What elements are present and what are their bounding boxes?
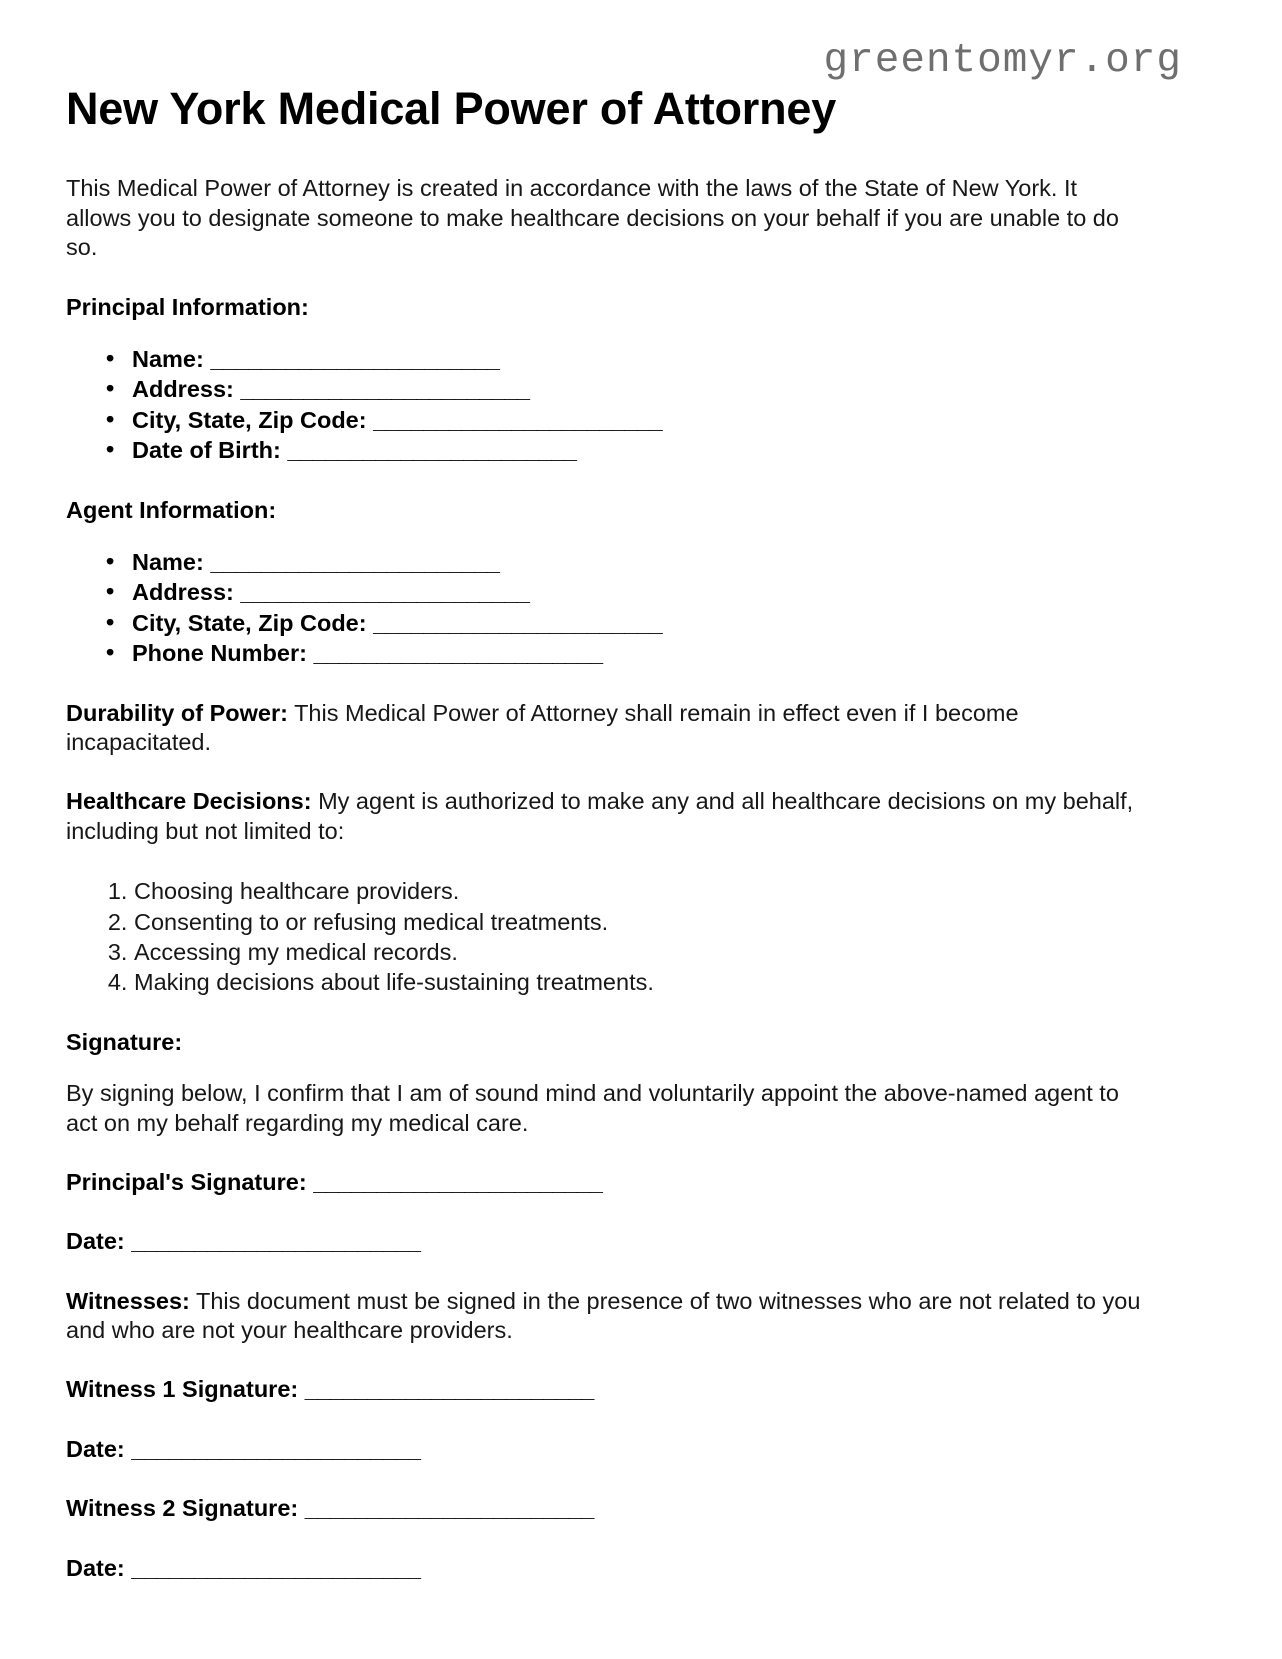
healthcare-paragraph — [66, 787, 1142, 846]
witnesses-text: This document must be signed in the presence of two witnesses who are not related to you and who are not your healthcare providers. — [66, 1287, 1141, 1344]
witness1-signature-row — [66, 1375, 1142, 1404]
field-label: Name: — [132, 548, 204, 575]
principal-information-heading: Principal Information: — [66, 293, 309, 320]
signature-heading: Signature: — [66, 1028, 183, 1055]
witnesses-paragraph — [66, 1287, 1142, 1346]
principal-signature-label: Principal's Signature: — [66, 1168, 307, 1195]
principal-date-blank[interactable]: _______________________ — [131, 1228, 421, 1255]
witness2-date-label: Date: — [66, 1554, 125, 1581]
list-item — [104, 405, 1142, 435]
site-watermark: greentomyr.org — [823, 38, 1182, 84]
field-blank[interactable]: _______________________ — [210, 548, 500, 575]
list-item — [104, 374, 1142, 404]
witness2-date-blank[interactable]: _______________________ — [131, 1554, 421, 1581]
witness1-signature-label: Witness 1 Signature: — [66, 1376, 299, 1403]
witness1-signature-blank[interactable]: _______________________ — [304, 1376, 594, 1403]
list-item — [104, 577, 1142, 607]
witness2-signature-label: Witness 2 Signature: — [66, 1495, 299, 1522]
principal-date-row — [66, 1227, 1142, 1256]
durability-paragraph — [66, 699, 1142, 758]
list-item: 1. Choosing healthcare providers. — [134, 876, 1142, 906]
field-label: Address: — [132, 579, 234, 606]
witness1-date-row — [66, 1435, 1142, 1464]
agent-information-list — [66, 547, 1142, 669]
healthcare-text: My agent is authorized to make any and all healthcare decisions on my behalf, including but not limited to: — [66, 788, 1134, 844]
list-item — [104, 547, 1142, 577]
field-label: Date of Birth: — [132, 437, 281, 464]
list-item — [104, 608, 1142, 638]
witness2-signature-blank[interactable]: _______________________ — [304, 1495, 594, 1522]
list-item — [104, 638, 1142, 668]
document-content — [66, 84, 1142, 1613]
principal-information-list — [66, 344, 1142, 466]
durability-text: This Medical Power of Attorney shall remain in effect even if I become incapacitated. — [66, 699, 1019, 756]
list-item: 4. Making decisions about life-sustaining treatments. — [134, 967, 1142, 997]
field-blank[interactable]: _______________________ — [240, 376, 530, 403]
field-label: Name: — [132, 345, 204, 372]
field-blank[interactable]: _______________________ — [287, 437, 577, 464]
agent-information-heading: Agent Information: — [66, 496, 277, 523]
principal-signature-blank[interactable]: _______________________ — [313, 1168, 603, 1195]
list-item: 3. Accessing my medical records. — [134, 937, 1142, 967]
healthcare-label: Healthcare Decisions: — [66, 788, 312, 815]
principal-date-label: Date: — [66, 1228, 125, 1255]
witness1-date-blank[interactable]: _______________________ — [131, 1435, 421, 1462]
durability-label: Durability of Power: — [66, 699, 288, 726]
witness1-date-label: Date: — [66, 1435, 125, 1462]
intro-paragraph: This Medical Power of Attorney is created in accordance with the laws of the State of New York. It allows you to designate someone to make healthcare decisions on your behalf if you are unable to do so. — [66, 175, 1119, 261]
witness2-date-row — [66, 1554, 1142, 1583]
field-label: Phone Number: — [132, 640, 307, 667]
field-label: City, State, Zip Code: — [132, 609, 367, 636]
list-item — [104, 344, 1142, 374]
page-title: New York Medical Power of Attorney — [66, 83, 837, 134]
witness2-signature-row — [66, 1494, 1142, 1523]
field-blank[interactable]: _______________________ — [373, 406, 663, 433]
healthcare-decisions-list — [66, 876, 1142, 998]
witnesses-label: Witnesses: — [66, 1287, 190, 1314]
field-label: City, State, Zip Code: — [132, 406, 367, 433]
principal-signature-row — [66, 1168, 1142, 1197]
signature-statement: By signing below, I confirm that I am of sound mind and voluntarily appoint the above-named agent to act on my behalf regarding my medical care. — [66, 1080, 1119, 1136]
field-blank[interactable]: _______________________ — [210, 345, 500, 372]
list-item: 2. Consenting to or refusing medical treatments. — [134, 907, 1142, 937]
field-blank[interactable]: _______________________ — [313, 640, 603, 667]
field-label: Address: — [132, 376, 234, 403]
list-item — [104, 435, 1142, 465]
field-blank[interactable]: _______________________ — [240, 579, 530, 606]
field-blank[interactable]: _______________________ — [373, 609, 663, 636]
